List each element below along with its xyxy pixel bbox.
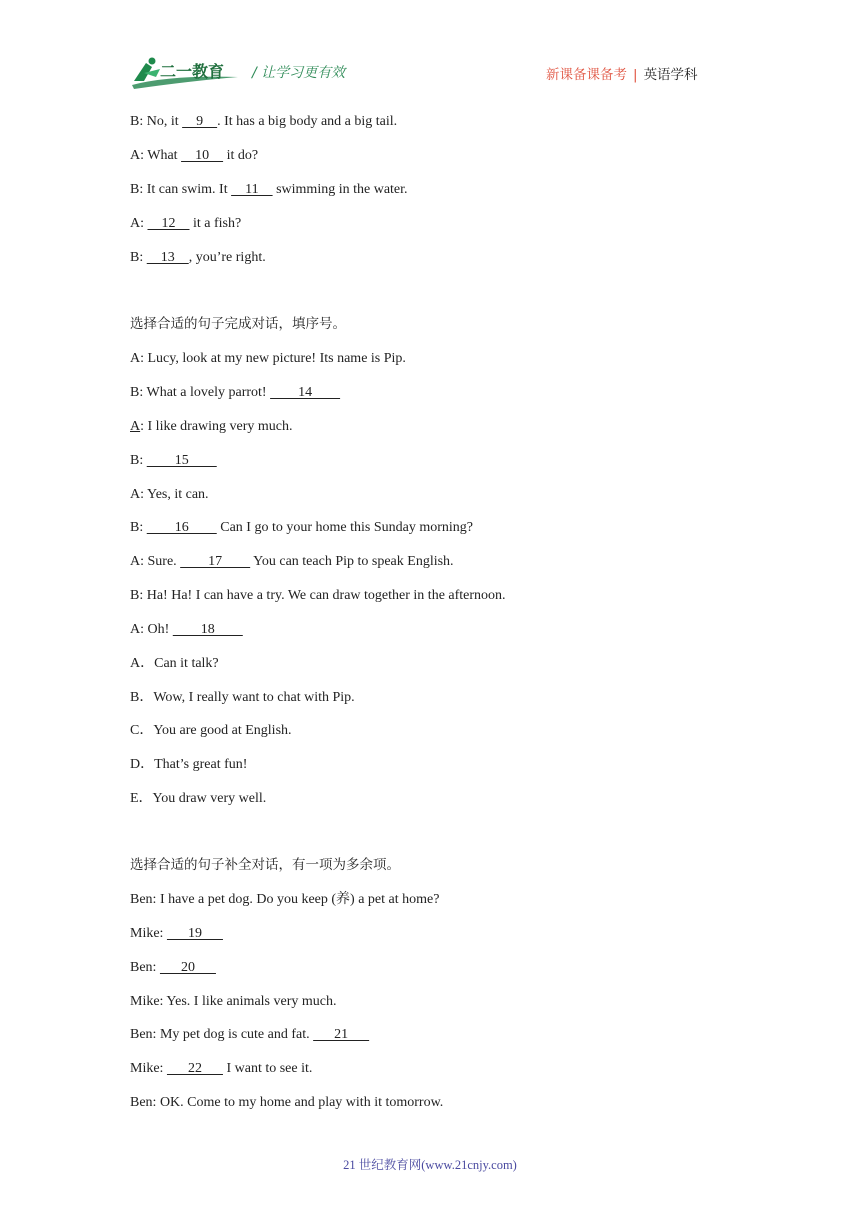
answer-blank[interactable]: 15 [146, 453, 217, 468]
dialog-line: Mike: 19 [130, 926, 223, 941]
dialog-line: Mike: 22 I want to see it. [130, 1061, 313, 1076]
answer-blank[interactable]: 12 [147, 216, 190, 231]
dialog-line: A: Yes, it can. [130, 487, 209, 502]
dialog-line: B: 16 Can I go to your home this Sunday morning? [130, 520, 473, 535]
section-heading: 选择合适的句子补全对话，有一项为多余项。 [130, 857, 400, 873]
slogan-text: / 让学习更有效 [252, 65, 346, 81]
brand-right [546, 63, 698, 83]
dialog-line: A: What 10 it do? [130, 148, 259, 163]
dialog-line: B: Ha! Ha! I can have a try. We can draw together in the afternoon. [130, 588, 506, 603]
dialog-line: B: No, it 9 . It has a big body and a big tail. [130, 114, 398, 129]
brand-right-red: 新课备课备考 [546, 67, 627, 83]
answer-blank[interactable]: 13 [146, 250, 189, 265]
dialog-line: Ben: 20 [130, 960, 216, 975]
dialog-line: A: Oh! 18 [130, 622, 243, 637]
answer-blank[interactable]: 18 [172, 622, 243, 637]
answer-blank[interactable]: 17 [180, 554, 251, 569]
logo-icon [130, 55, 242, 91]
dialog-line: Mike: Yes. I like animals very much. [130, 994, 337, 1009]
option-item: B．Wow, I really want to chat with Pip. [130, 690, 355, 705]
option-item: E．You draw very well. [130, 791, 267, 806]
brand-right-subject: 英语学科 [643, 67, 698, 83]
answer-blank[interactable]: 14 [270, 385, 341, 400]
dialog-line: Ben: I have a pet dog. Do you keep (养) a pet at home? [130, 892, 440, 907]
svg-text:二一教育: 二一教育 [160, 62, 225, 81]
answer-blank[interactable]: 16 [146, 520, 217, 535]
answer-blank[interactable]: 11 [231, 182, 273, 197]
answer-blank[interactable]: 9 [182, 114, 218, 129]
dialog-line: B: 15 [130, 453, 217, 468]
dialog-line: A: Sure. 17 You can teach Pip to speak English. [130, 554, 454, 569]
option-item: A．Can it talk? [130, 656, 219, 671]
dialog-line: Ben: My pet dog is cute and fat. 21 [130, 1027, 370, 1042]
section-heading: 选择合适的句子完成对话，填序号。 [130, 316, 346, 332]
dialog-line: A: 12 it a fish? [130, 216, 242, 231]
dialog-line: B: 13 , you’re right. [130, 250, 266, 265]
page-footer[interactable]: 21 世纪教育网(www.21cnjy.com) [343, 1158, 517, 1172]
option-item: C．You are good at English. [130, 723, 292, 738]
answer-blank[interactable]: 19 [166, 926, 223, 941]
dialog-line: B: It can swim. It 11 swimming in the water. [130, 182, 408, 197]
page-header [0, 0, 860, 100]
brand-separator: | [633, 67, 638, 83]
dialog-line: A: Lucy, look at my new picture! Its name is Pip. [130, 351, 406, 366]
answer-blank[interactable]: 22 [166, 1061, 223, 1076]
dialog-line: B: What a lovely parrot! 14 [130, 385, 341, 400]
dialog-line: A: I like drawing very much. [130, 419, 293, 434]
dialog-line: Ben: OK. Come to my home and play with it tomorrow. [130, 1095, 444, 1110]
option-item: D．That’s great fun! [130, 757, 248, 772]
answer-blank[interactable]: 20 [159, 960, 216, 975]
answer-blank[interactable]: 10 [181, 148, 224, 163]
answer-blank[interactable]: 21 [313, 1027, 370, 1042]
